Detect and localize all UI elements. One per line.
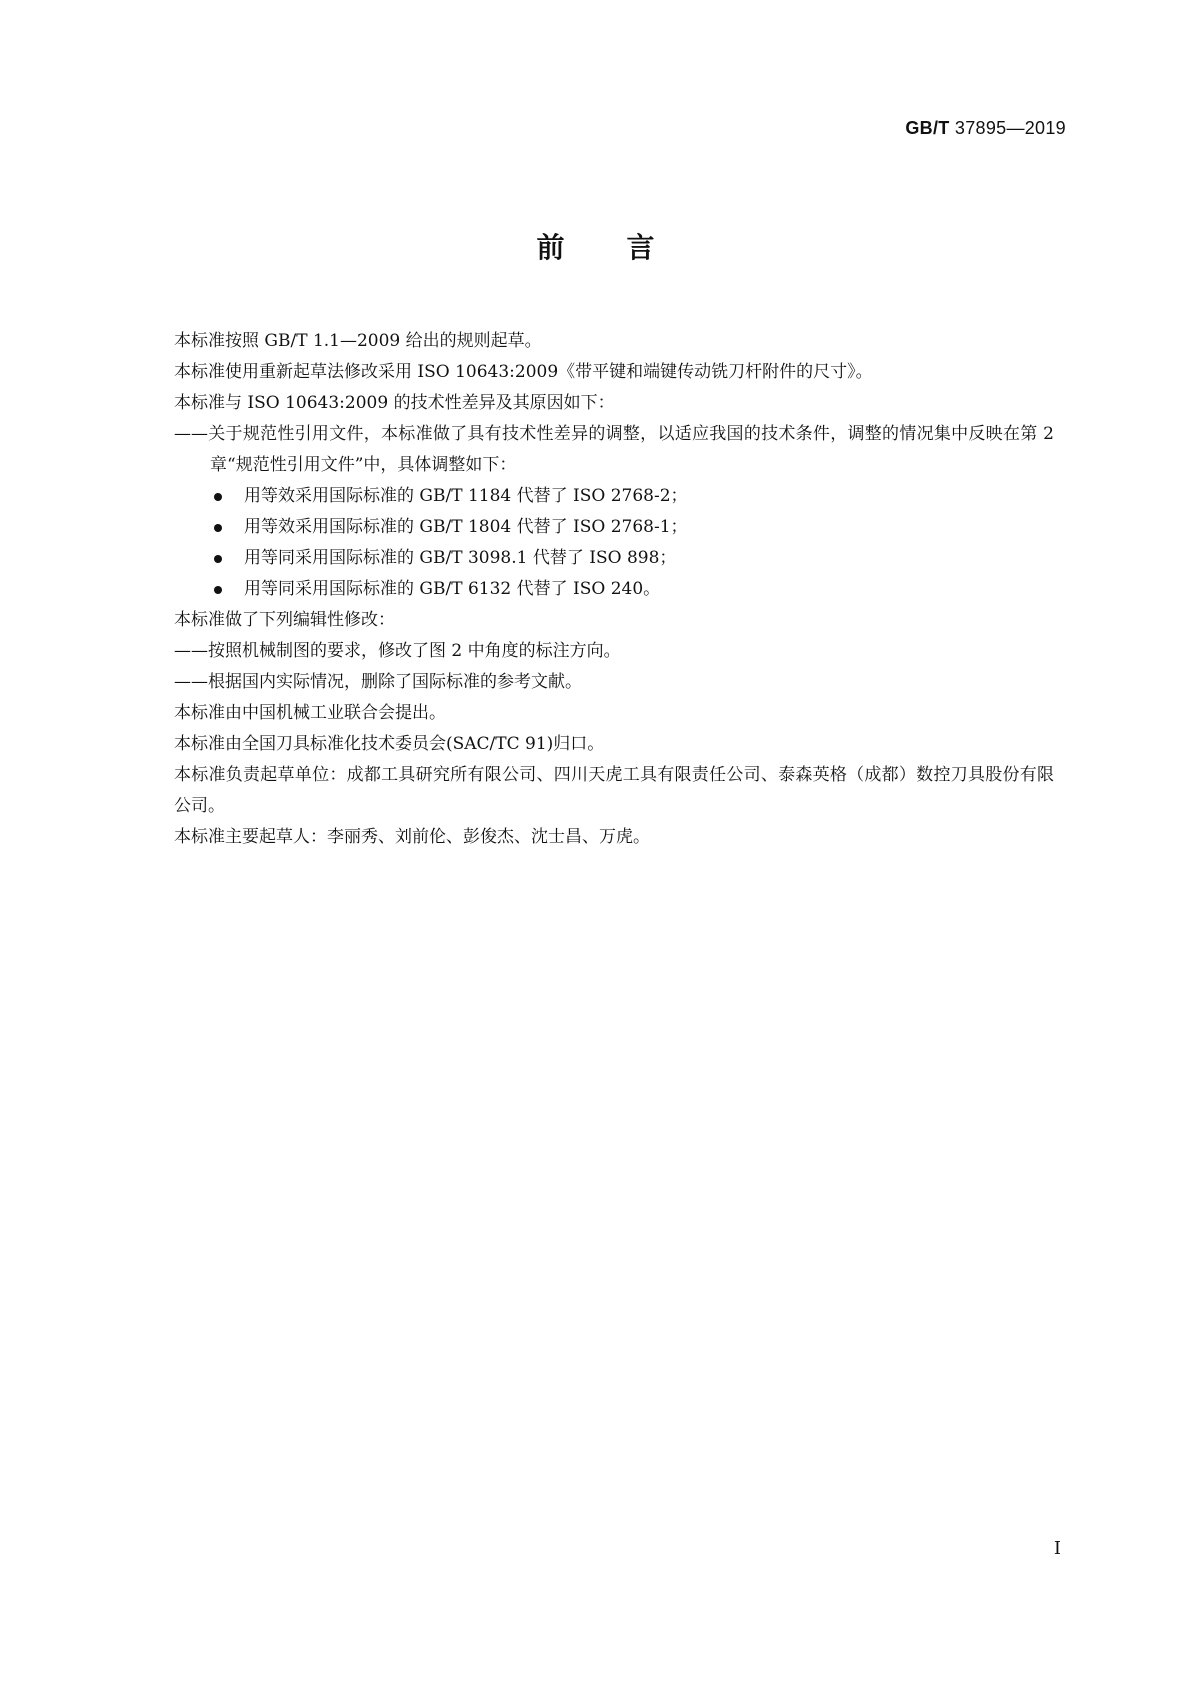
bullet-item: [174, 512, 1054, 543]
paragraph-drafting-units: 本标准负责起草单位：成都工具研究所有限公司、四川天虎工具有限责任公司、泰森英格（成都）数控刀具股份有限公司。: [174, 765, 1054, 816]
bullet-item: [174, 574, 1054, 605]
bullet-text: 用等效采用国际标准的 GB/T 1804 代替了 ISO 2768-1；: [244, 517, 688, 537]
bullet-item: [174, 481, 1054, 512]
dash-item-bibliography-removed: ——根据国内实际情况，删除了国际标准的参考文献。: [174, 672, 582, 692]
paragraph-drafting-rules: 本标准按照 GB/T 1.1—2009 给出的规则起草。: [174, 331, 542, 351]
bullet-dot-icon: [214, 493, 222, 501]
foreword-body: [174, 326, 1054, 853]
standard-number: 37895—2019: [954, 118, 1066, 138]
paragraph-proposer: 本标准由中国机械工业联合会提出。: [174, 703, 446, 723]
paragraph-adoption-method: 本标准使用重新起草法修改采用 ISO 10643:2009《带平键和端键传动铣刀杆附件的尺寸》。: [174, 362, 873, 382]
standard-number-header: [905, 118, 1066, 139]
bullet-dot-icon: [214, 524, 222, 532]
bullet-dot-icon: [214, 555, 222, 563]
page-number: I: [1053, 1538, 1061, 1559]
dash-item-angle-annotation: ——按照机械制图的要求，修改了图 2 中角度的标注方向。: [174, 641, 621, 661]
bullet-text: 用等效采用国际标准的 GB/T 1184 代替了 ISO 2768-2；: [244, 486, 688, 506]
bullet-text: 用等同采用国际标准的 GB/T 3098.1 代替了 ISO 898；: [244, 548, 677, 568]
paragraph-main-drafters: 本标准主要起草人：李丽秀、刘前伦、彭俊杰、沈士昌、万虎。: [174, 827, 650, 847]
paragraph-editorial-changes: 本标准做了下列编辑性修改：: [174, 610, 395, 630]
bullet-text: 用等同采用国际标准的 GB/T 6132 代替了 ISO 240。: [244, 579, 661, 599]
dash-item-normative-references: ——关于规范性引用文件，本标准做了具有技术性差异的调整，以适应我国的技术条件，调整的情况集中反映在第 2 章“规范性引用文件”中，具体调整如下：: [174, 424, 1054, 475]
paragraph-technical-differences: 本标准与 ISO 10643:2009 的技术性差异及其原因如下：: [174, 393, 615, 413]
bullet-dot-icon: [214, 586, 222, 594]
bullet-item: [174, 543, 1054, 574]
standard-code: GB/T: [905, 118, 950, 138]
page-title: 前言: [536, 231, 717, 264]
paragraph-technical-committee: 本标准由全国刀具标准化技术委员会(SAC/TC 91)归口。: [174, 734, 605, 754]
